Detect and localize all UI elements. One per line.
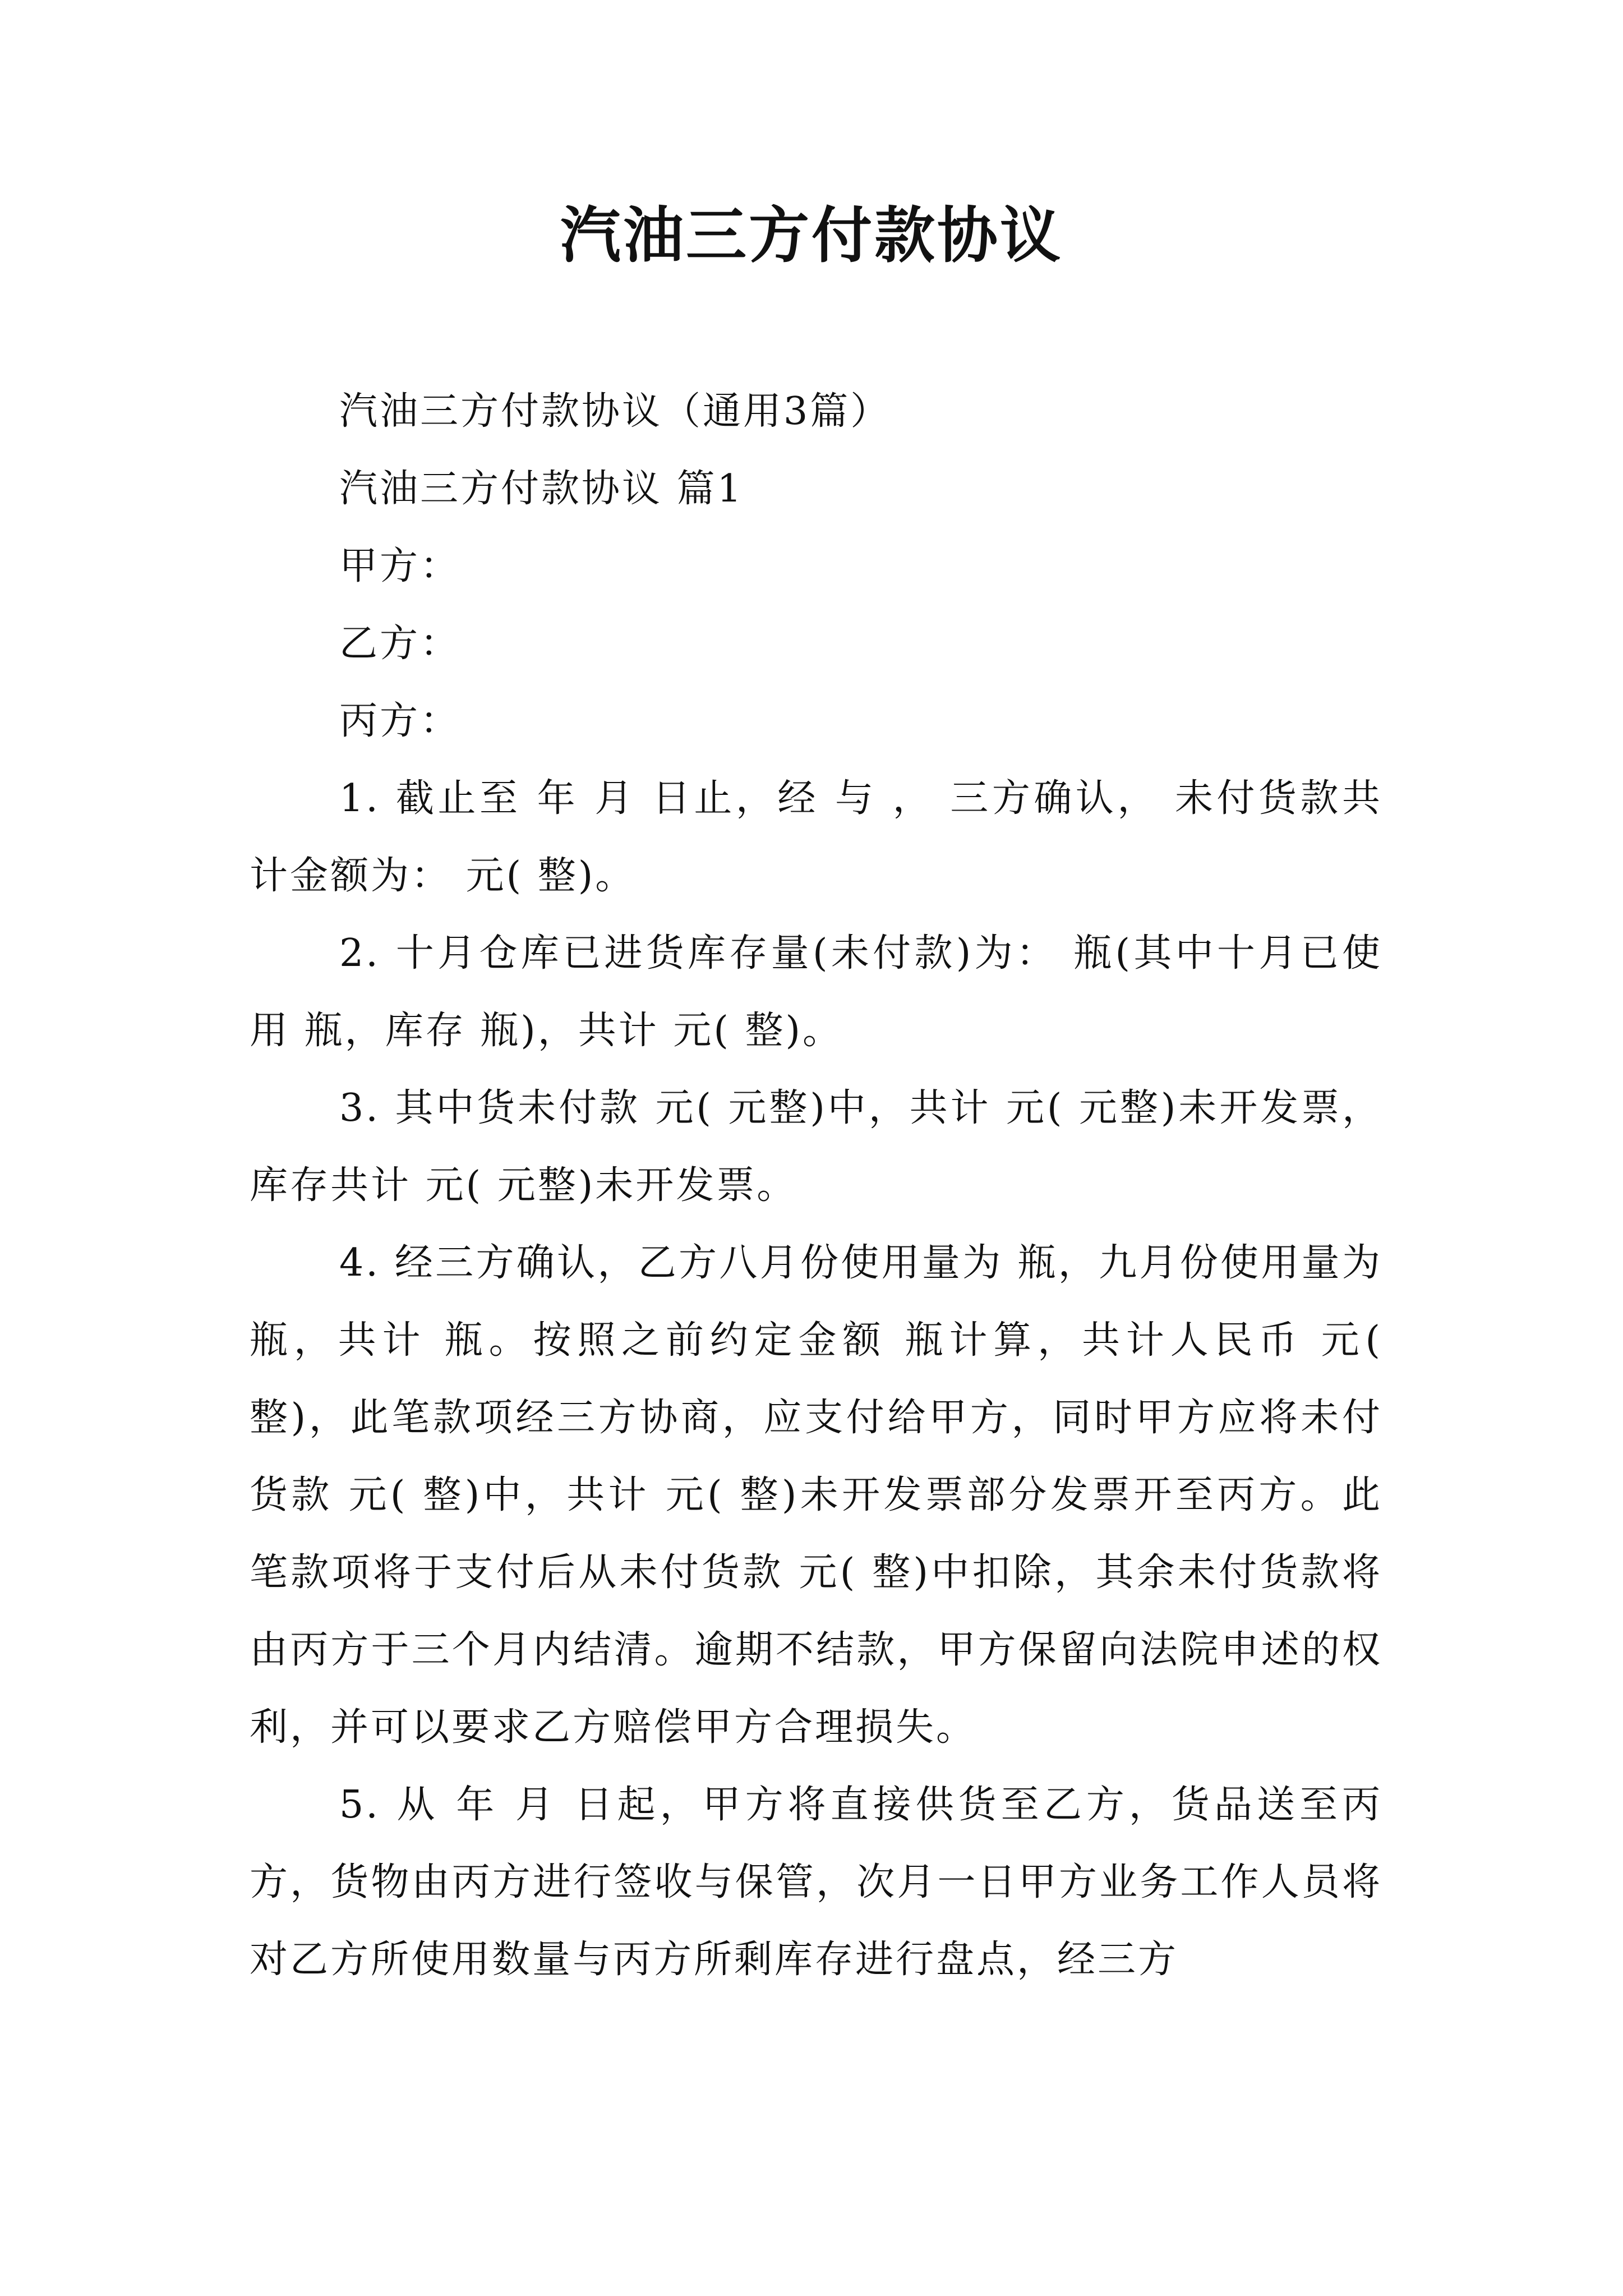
party-c-line: 丙方：	[339, 699, 461, 743]
document-body	[250, 373, 1382, 1999]
party-b-line: 乙方：	[339, 622, 461, 666]
clause-5: 5. 从 年 月 日起，甲方将直接供货至乙方，货品送至丙方，货物由丙方进行签收与保管，次月一日甲方业务工作人员将对乙方所使用数量与丙方所剩库存进行盘点，经三方	[250, 1783, 1382, 1982]
clause-1: 1. 截止至 年 月 日止，经 与 ， 三方确认， 未付货款共计金额为： 元( 整)。	[250, 776, 1382, 898]
subtitle-paragraph: 汽油三方付款协议（通用3篇）	[339, 389, 891, 434]
document-title: 汽油三方付款协议	[560, 200, 1063, 271]
party-a-line: 甲方：	[339, 544, 461, 588]
clause-4: 4. 经三方确认，乙方八月份使用量为 瓶，九月份使用量为 瓶，共计 瓶。按照之前约定金额 瓶计算，共计人民币 元( 整)，此笔款项经三方协商，应支付给甲方，同时甲方应将未付货款 元( 整)中，共计 元( 整)未开发票部分发票开至丙方。此笔款项将于支付后从未付货款 元( 整)中扣除，其余未付货款将由丙方于三个月内结清。逾期不结款，甲方保留向法院申述的权利，并可以要求乙方赔偿甲方合理损失。	[250, 1241, 1382, 1750]
clause-2: 2. 十月仓库已进货库存量(未付款)为： 瓶(其中十月已使用 瓶，库存 瓶)，共计 元( 整)。	[250, 931, 1382, 1053]
section-heading: 汽油三方付款协议 篇1	[339, 467, 744, 511]
clause-3: 3. 其中货未付款 元( 元整)中，共计 元( 元整)未开发票，库存共计 元( 元整)未开发票。	[250, 1086, 1382, 1208]
